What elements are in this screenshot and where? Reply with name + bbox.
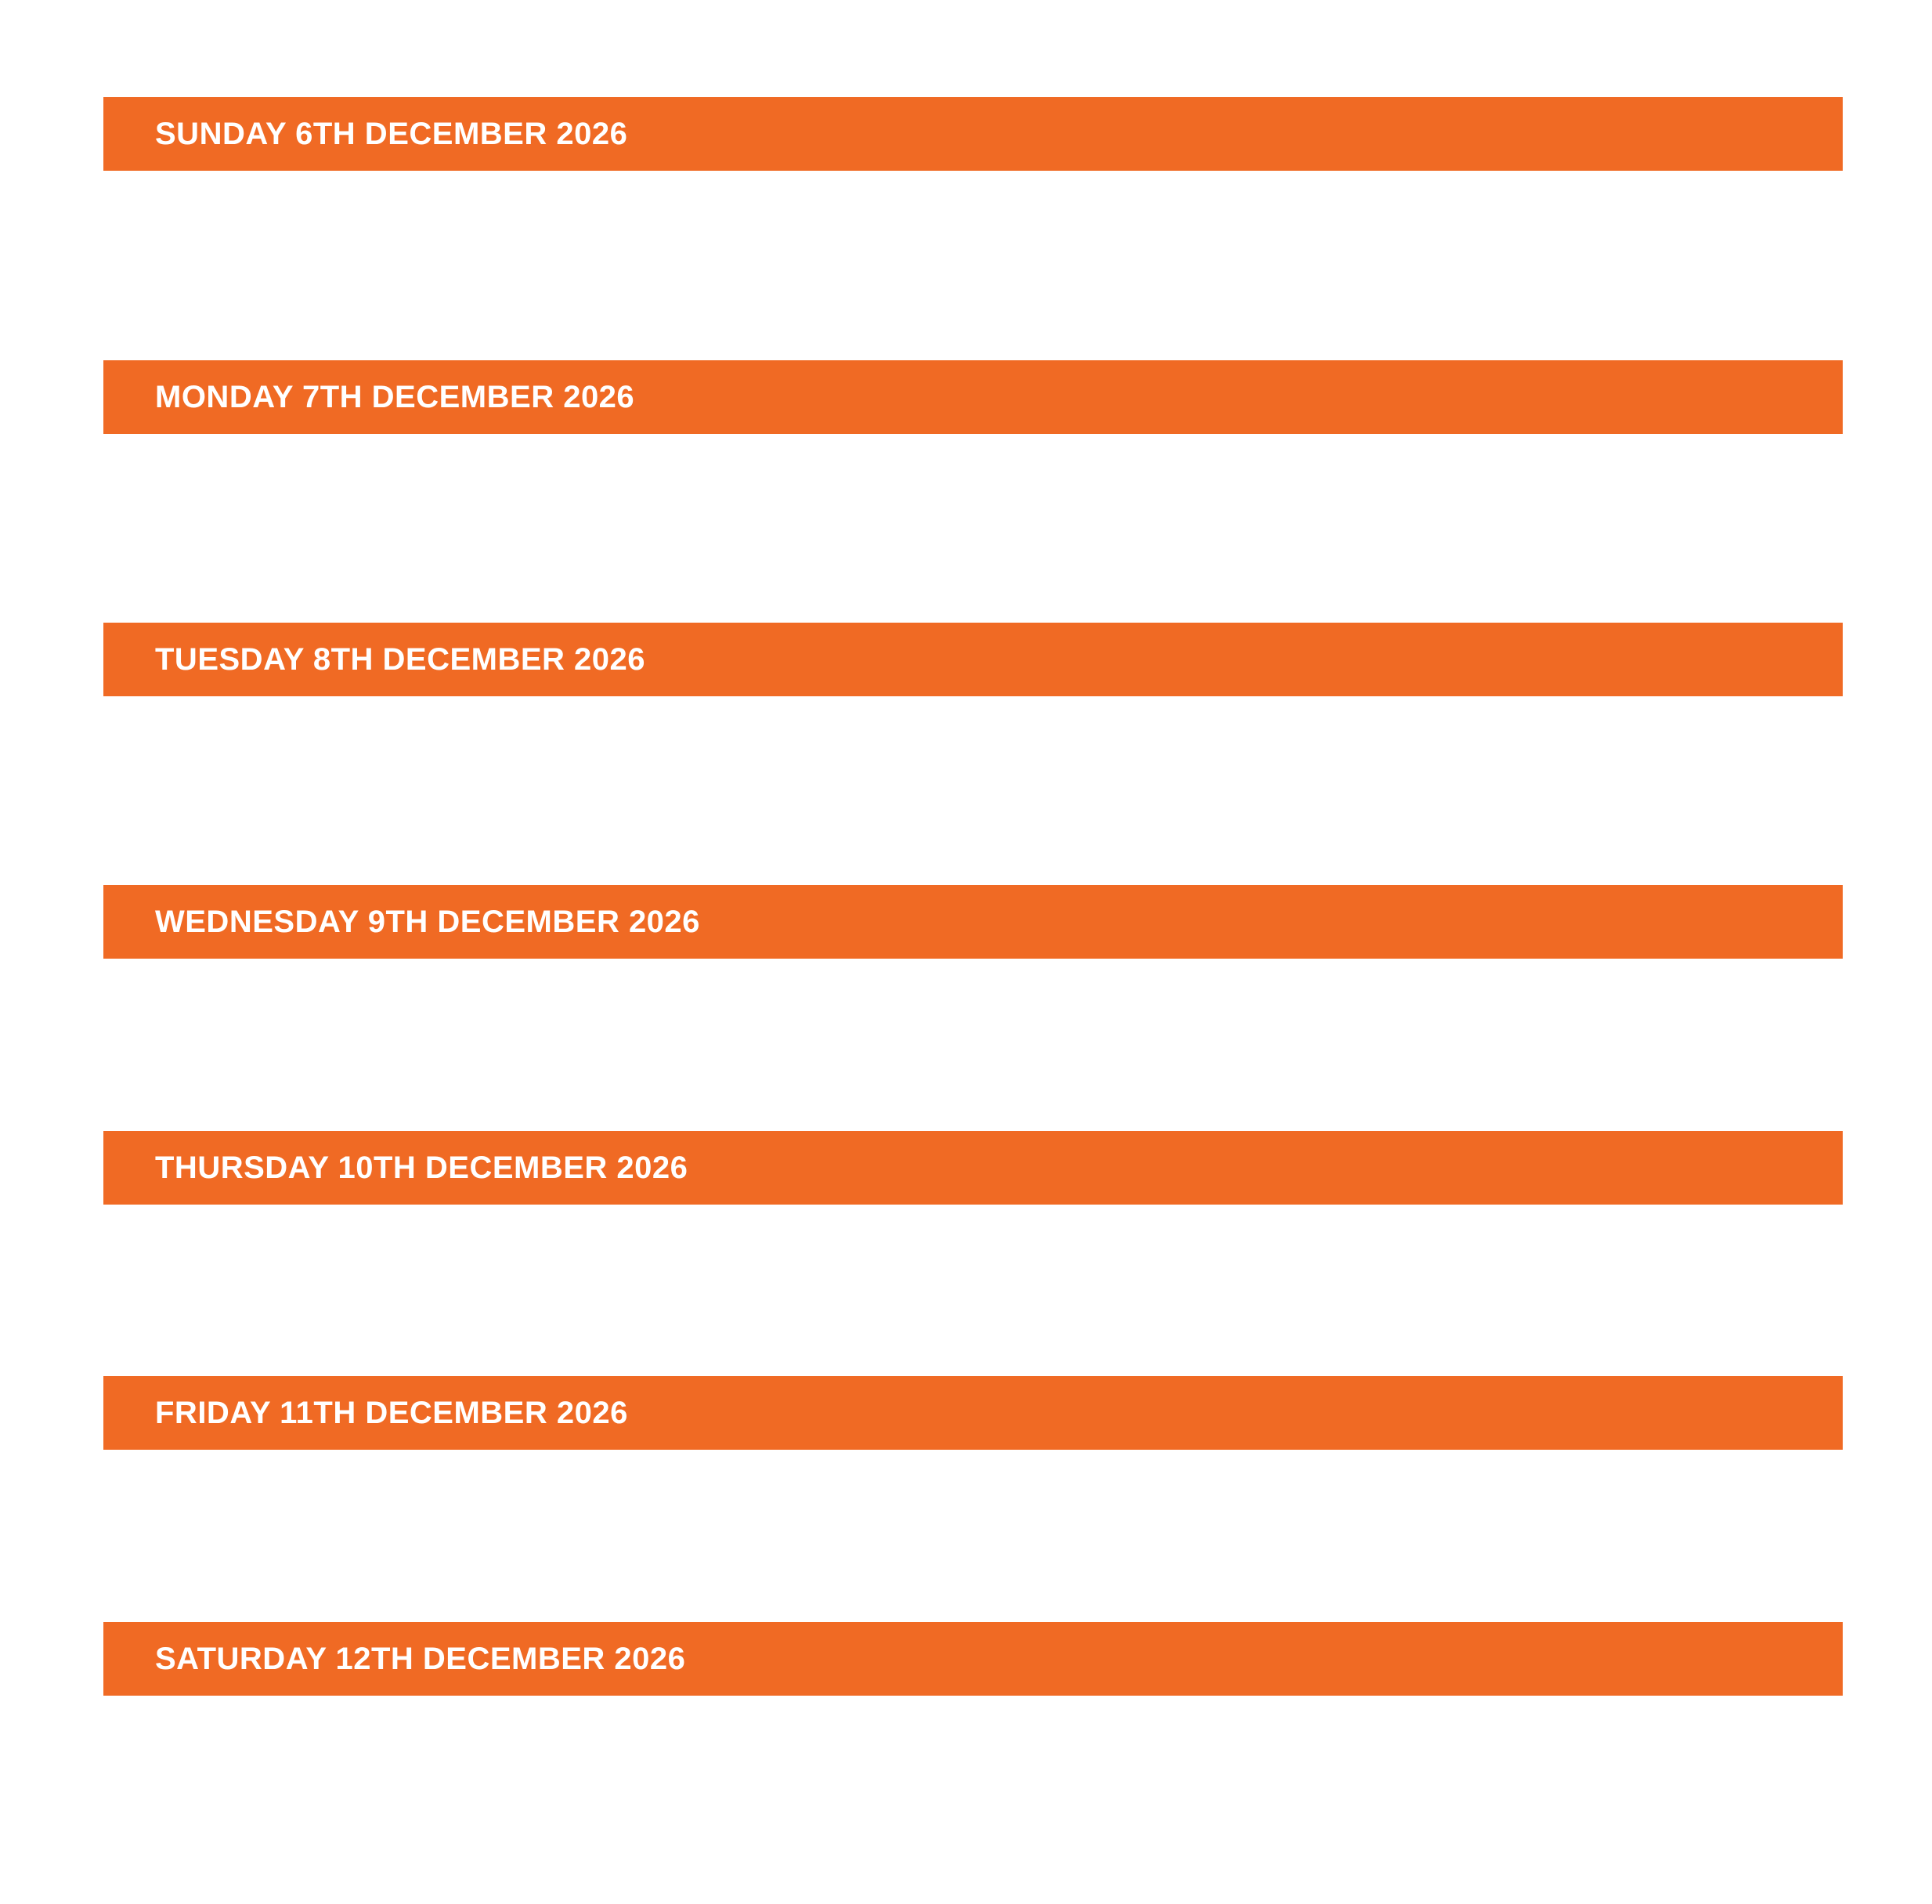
- day-header-label: SATURDAY 12TH DECEMBER 2026: [155, 1641, 686, 1676]
- day-header-tuesday: [103, 623, 1843, 696]
- day-header-label: TUESDAY 8TH DECEMBER 2026: [155, 641, 646, 677]
- day-header-label: FRIDAY 11TH DECEMBER 2026: [155, 1395, 628, 1430]
- day-header-sunday: [103, 97, 1843, 171]
- day-header-saturday: [103, 1622, 1843, 1696]
- day-header-thursday: [103, 1131, 1843, 1205]
- day-header-label: THURSDAY 10TH DECEMBER 2026: [155, 1150, 688, 1185]
- day-header-monday: [103, 360, 1843, 434]
- day-header-wednesday: [103, 885, 1843, 959]
- day-header-label: SUNDAY 6TH DECEMBER 2026: [155, 116, 628, 151]
- day-header-friday: [103, 1376, 1843, 1450]
- day-header-label: WEDNESDAY 9TH DECEMBER 2026: [155, 904, 700, 939]
- day-header-label: MONDAY 7TH DECEMBER 2026: [155, 379, 635, 414]
